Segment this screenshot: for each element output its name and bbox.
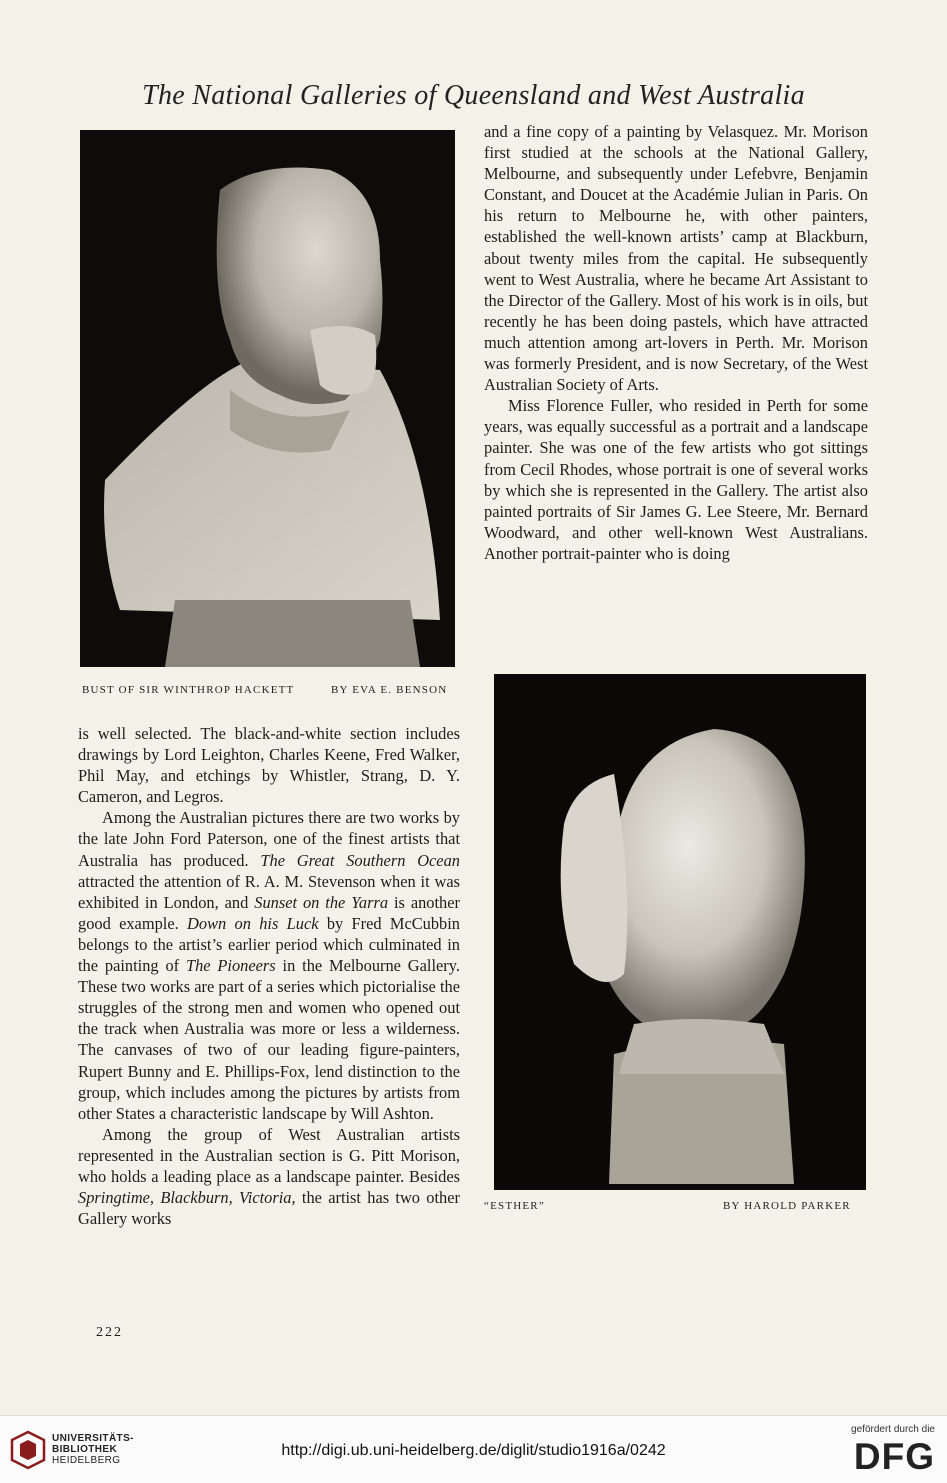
painting-title: Down on his Luck	[187, 913, 319, 933]
library-name-line: UNIVERSITÄTS-	[52, 1433, 134, 1444]
text-run: by Fred McCubbin belongs to the artist’s earlier period which culminated in the painting of	[78, 913, 460, 976]
library-name-line: HEIDELBERG	[52, 1455, 121, 1466]
library-name-line: BIBLIOTHEK	[52, 1444, 118, 1455]
paragraph: Miss Florence Fuller, who resided in Perth for some years, was equally successful as a portrait and a landscape painter. She was one of the few artists who got sittings from Cecil Rhodes, whose portrait is one of several works by which she is represented in the Gallery. The artist also painted portraits of Sir James G. Lee Steere, Mr. Bernard Woodward, and other well-known West Australians. Another portrait-painter who is doing	[484, 396, 868, 563]
running-head: The National Galleries of Queensland and West Australia	[142, 80, 805, 111]
funder-note: gefördert durch die	[851, 1424, 935, 1435]
text-run: attracted the attention of R. A. M. Stevenson when it was exhibited in London, and	[78, 871, 460, 912]
painting-title: Springtime, Blackburn, Victoria,	[78, 1188, 296, 1208]
paragraph: is well selected. The black-and-white section includes drawings by Lord Leighton, Charles Keene, Fred Walker, Phil May, and etchings by Whistler, Strang, D. Y. Cameron, and Legros.	[78, 724, 460, 807]
text-run: Among the group of West Australian artists represented in the Australian section is G. Pitt Morison, who holds a leading place as a landscape painter. Besides	[78, 1124, 460, 1186]
text-run: the artist has two other Gallery works	[78, 1188, 460, 1229]
digitization-footer	[0, 1415, 947, 1483]
painting-title: The Pioneers	[185, 956, 276, 976]
left-text-column	[78, 723, 460, 1229]
painting-title: The Great Southern Ocean	[260, 850, 460, 870]
esther-illustration	[494, 674, 866, 1190]
right-text-column	[484, 121, 868, 564]
esther-caption-title: “ESTHER”	[484, 1200, 545, 1212]
text-run: Among the Australian pictures there are two works by the late John Ford Paterson, one of the finest artists that Australia has produced.	[78, 808, 460, 870]
bust-photo	[80, 130, 455, 667]
bust-caption-artist: BY EVA E. BENSON	[331, 684, 448, 696]
page-number: 222	[96, 1325, 123, 1340]
dfg-logo: DFG	[853, 1436, 935, 1477]
painting-title: Sunset on the Yarra	[254, 892, 389, 912]
paragraph	[78, 807, 460, 1123]
esther-photo	[494, 674, 866, 1190]
paragraph	[78, 1124, 460, 1229]
permalink-url[interactable]: http://digi.ub.uni-heidelberg.de/diglit/studio1916a/0242	[281, 1442, 666, 1459]
esther-caption-artist: BY HAROLD PARKER	[723, 1200, 851, 1212]
paragraph: and a fine copy of a painting by Velasquez. Mr. Morison first studied at the schools at the National Gallery, Melbourne, and subsequently under Lefebvre, Benjamin Constant, and Doucet at the Académie Julian in Paris. On his return to Melbourne he, with other painters, established the well-known artists’ camp at Blackburn, about twenty miles from the capital. He subsequently went to West Australia, where he became Art Assistant to the Director of the Gallery. Most of his work is in oils, but recently he has been doing pastels, which have attracted much attention among art-lovers in Perth. Mr. Morison was formerly President, and is now Secretary, of the West Australian Society of Arts.	[484, 122, 868, 395]
bust-caption-title: BUST OF SIR WINTHROP HACKETT	[82, 684, 295, 696]
text-run: in the Melbourne Gallery. These two works are part of a series which pictorialise the struggles of the strong men and women who opened out the track when Australia was more or less a wilderness. The canvases of two of our leading figure-painters, Rupert Bunny and E. Phillips-Fox, lend distinction to the group, which includes among the pictures by artists from other States a characteristic landscape by Will Ashton.	[78, 956, 460, 1123]
bust-illustration	[80, 130, 455, 667]
text-run: is another good example.	[78, 892, 460, 933]
